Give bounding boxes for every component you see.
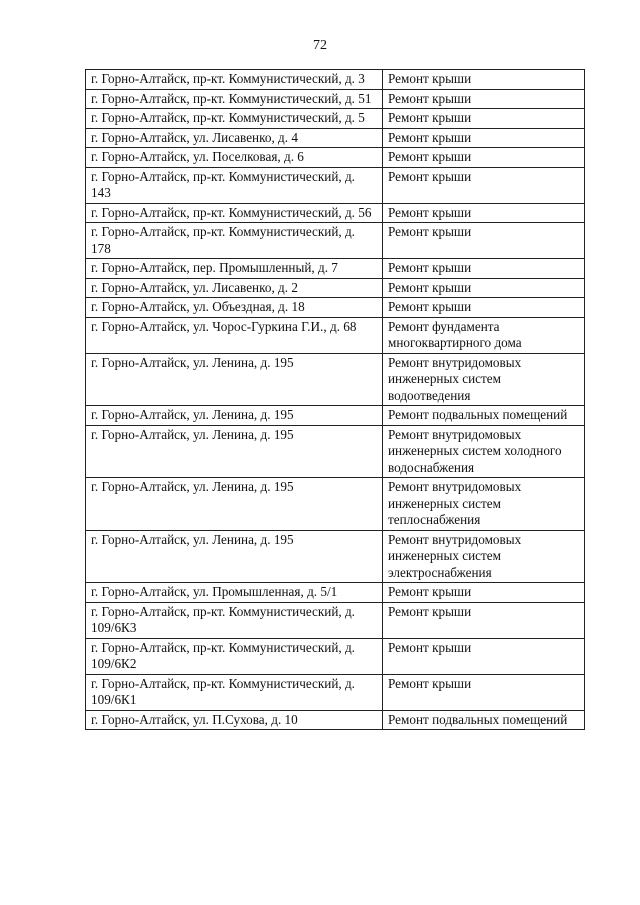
- work-type-cell: Ремонт внутридомовых инженерных систем водоотведения: [383, 353, 585, 406]
- table-row: [86, 674, 585, 710]
- table-row: [86, 223, 585, 259]
- work-type-cell: Ремонт внутридомовых инженерных систем холодного водоснабжения: [383, 425, 585, 478]
- table-row: [86, 259, 585, 279]
- table-row: [86, 710, 585, 730]
- work-type-cell: Ремонт подвальных помещений: [383, 710, 585, 730]
- table-row: [86, 317, 585, 353]
- table-row: [86, 425, 585, 478]
- table-row: [86, 583, 585, 603]
- work-type-cell: Ремонт крыши: [383, 223, 585, 259]
- address-cell: г. Горно-Алтайск, ул. Ленина, д. 195: [86, 353, 383, 406]
- work-type-cell: Ремонт внутридомовых инженерных систем теплоснабжения: [383, 478, 585, 531]
- work-type-cell: Ремонт крыши: [383, 70, 585, 90]
- page-number: 72: [313, 38, 327, 53]
- table-row: [86, 278, 585, 298]
- table-row: [86, 298, 585, 318]
- work-type-cell: Ремонт крыши: [383, 167, 585, 203]
- work-type-cell: Ремонт крыши: [383, 203, 585, 223]
- table-row: [86, 167, 585, 203]
- address-cell: г. Горно-Алтайск, пр-кт. Коммунистический, д. 5: [86, 109, 383, 129]
- address-cell: г. Горно-Алтайск, пер. Промышленный, д. 7: [86, 259, 383, 279]
- work-type-cell: Ремонт крыши: [383, 638, 585, 674]
- work-type-cell: Ремонт крыши: [383, 298, 585, 318]
- table-row: [86, 602, 585, 638]
- work-type-cell: Ремонт внутридомовых инженерных систем электроснабжения: [383, 530, 585, 583]
- address-cell: г. Горно-Алтайск, ул. Объездная, д. 18: [86, 298, 383, 318]
- work-type-cell: Ремонт подвальных помещений: [383, 406, 585, 426]
- work-type-cell: Ремонт крыши: [383, 109, 585, 129]
- address-cell: г. Горно-Алтайск, ул. Поселковая, д. 6: [86, 148, 383, 168]
- table-row: [86, 128, 585, 148]
- work-type-cell: Ремонт крыши: [383, 148, 585, 168]
- work-type-cell: Ремонт крыши: [383, 602, 585, 638]
- address-cell: г. Горно-Алтайск, пр-кт. Коммунистический, д. 56: [86, 203, 383, 223]
- table-row: [86, 530, 585, 583]
- table-row: [86, 638, 585, 674]
- table-row: [86, 70, 585, 90]
- address-cell: г. Горно-Алтайск, ул. Ленина, д. 195: [86, 478, 383, 531]
- address-cell: г. Горно-Алтайск, ул. Лисавенко, д. 2: [86, 278, 383, 298]
- address-cell: г. Горно-Алтайск, пр-кт. Коммунистический, д. 51: [86, 89, 383, 109]
- work-type-cell: Ремонт крыши: [383, 89, 585, 109]
- work-type-cell: Ремонт крыши: [383, 583, 585, 603]
- address-cell: г. Горно-Алтайск, пр-кт. Коммунистический, д. 3: [86, 70, 383, 90]
- table-row: [86, 353, 585, 406]
- repair-register-table: [85, 69, 585, 730]
- work-type-cell: Ремонт крыши: [383, 259, 585, 279]
- address-cell: г. Горно-Алтайск, пр-кт. Коммунистический, д. 178: [86, 223, 383, 259]
- register-body: [86, 70, 585, 730]
- work-type-cell: Ремонт крыши: [383, 128, 585, 148]
- address-cell: г. Горно-Алтайск, пр-кт. Коммунистический, д. 109/6К2: [86, 638, 383, 674]
- table-row: [86, 478, 585, 531]
- address-cell: г. Горно-Алтайск, ул. П.Сухова, д. 10: [86, 710, 383, 730]
- table-row: [86, 109, 585, 129]
- address-cell: г. Горно-Алтайск, ул. Ленина, д. 195: [86, 406, 383, 426]
- table-row: [86, 406, 585, 426]
- address-cell: г. Горно-Алтайск, пр-кт. Коммунистический, д. 109/6К1: [86, 674, 383, 710]
- work-type-cell: Ремонт крыши: [383, 278, 585, 298]
- table-row: [86, 89, 585, 109]
- address-cell: г. Горно-Алтайск, ул. Чорос-Гуркина Г.И., д. 68: [86, 317, 383, 353]
- work-type-cell: Ремонт крыши: [383, 674, 585, 710]
- address-cell: г. Горно-Алтайск, ул. Ленина, д. 195: [86, 425, 383, 478]
- address-cell: г. Горно-Алтайск, ул. Лисавенко, д. 4: [86, 128, 383, 148]
- address-cell: г. Горно-Алтайск, ул. Ленина, д. 195: [86, 530, 383, 583]
- work-type-cell: Ремонт фундамента многоквартирного дома: [383, 317, 585, 353]
- table-row: [86, 148, 585, 168]
- address-cell: г. Горно-Алтайск, ул. Промышленная, д. 5/1: [86, 583, 383, 603]
- address-cell: г. Горно-Алтайск, пр-кт. Коммунистический, д. 143: [86, 167, 383, 203]
- table-row: [86, 203, 585, 223]
- address-cell: г. Горно-Алтайск, пр-кт. Коммунистический, д. 109/6К3: [86, 602, 383, 638]
